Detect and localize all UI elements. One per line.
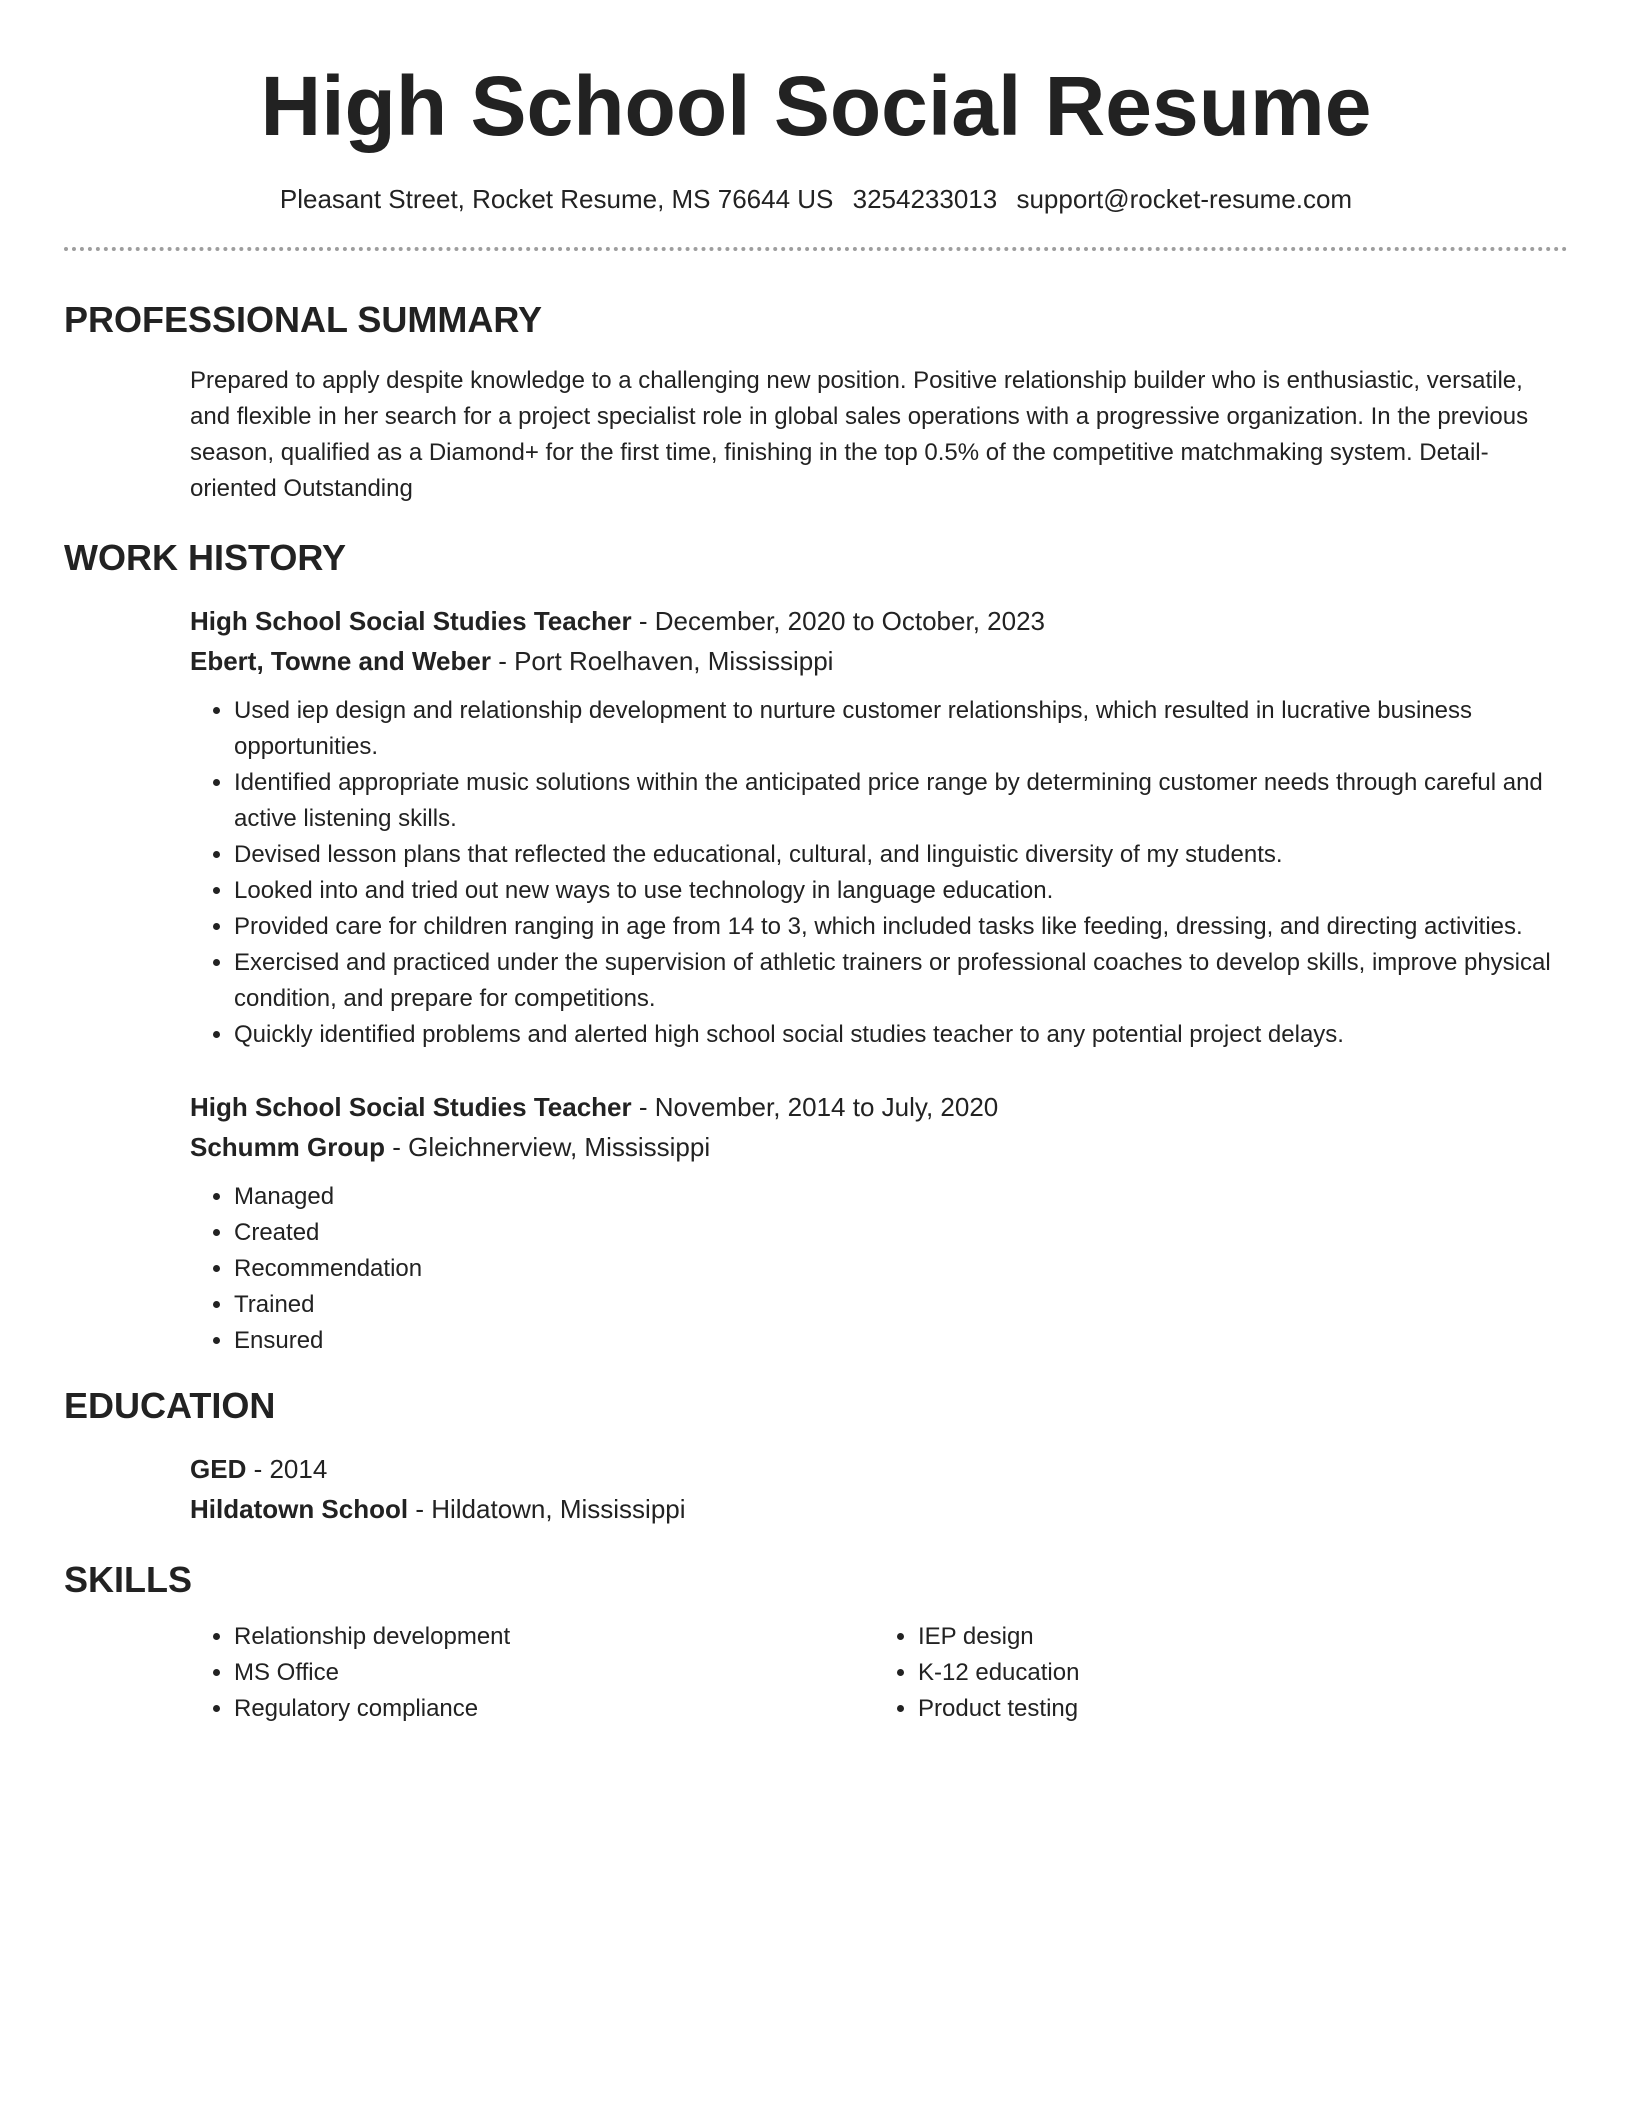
contact-line xyxy=(64,184,1568,215)
section-education xyxy=(64,1385,1568,1529)
list-item: • Created xyxy=(234,1215,1558,1251)
skill-item: • Regulatory compliance xyxy=(234,1691,874,1727)
list-item: • Provided care for children ranging in age from 14 to 3, which included tasks like feeding, dressing, and directing activities. xyxy=(234,909,1558,945)
education-location: - Hildatown, Mississippi xyxy=(408,1494,686,1524)
job-company-line xyxy=(190,641,1558,681)
list-item: • Quickly identified problems and alerted high school social studies teacher to any potential project delays. xyxy=(234,1017,1558,1053)
section-heading: EDUCATION xyxy=(64,1385,276,1426)
job-company-line xyxy=(190,1127,1558,1167)
education-body xyxy=(64,1449,1568,1529)
job-title-line xyxy=(190,601,1558,641)
skill-item: • Relationship development xyxy=(234,1619,874,1655)
education-year: - 2014 xyxy=(246,1454,328,1484)
header-divider xyxy=(64,247,1568,251)
education-school-line xyxy=(190,1489,1558,1529)
list-item: • Used iep design and relationship development to nurture customer relationships, which resulted in lucrative business opportunities. xyxy=(234,693,1558,765)
job-location: - Gleichnerview, Mississippi xyxy=(385,1132,711,1162)
education-school: Hildatown School xyxy=(190,1494,409,1524)
resume-title: High School Social Resume xyxy=(260,59,1372,153)
skills-list-right xyxy=(874,1619,1558,1727)
education-degree: GED xyxy=(190,1454,247,1484)
job-dates: - December, 2020 to October, 2023 xyxy=(631,606,1045,636)
skill-item: • MS Office xyxy=(234,1655,874,1691)
list-item: • Managed xyxy=(234,1179,1558,1215)
job-entry xyxy=(190,601,1558,1053)
contact-address: Pleasant Street, Rocket Resume, MS 76644 US xyxy=(279,184,834,214)
list-item: • Ensured xyxy=(234,1323,1558,1359)
list-item: • Devised lesson plans that reflected the educational, cultural, and linguistic diversity of my students. xyxy=(234,837,1558,873)
skill-item: • Product testing xyxy=(918,1691,1558,1727)
skills-body xyxy=(64,1619,1568,1727)
section-professional-summary xyxy=(64,299,1568,507)
job-dates: - November, 2014 to July, 2020 xyxy=(631,1092,999,1122)
job-bullets xyxy=(190,1179,1558,1359)
job-company: Ebert, Towne and Weber xyxy=(190,646,491,676)
list-item: • Identified appropriate music solutions within the anticipated price range by determining customer needs through careful and active listening skills. xyxy=(234,765,1558,837)
job-entry xyxy=(190,1087,1558,1359)
section-heading: WORK HISTORY xyxy=(64,537,347,578)
job-location: - Port Roelhaven, Mississippi xyxy=(490,646,834,676)
list-item: • Trained xyxy=(234,1287,1558,1323)
job-company: Schumm Group xyxy=(190,1132,386,1162)
summary-body xyxy=(64,363,1568,507)
section-skills xyxy=(64,1559,1568,1727)
skill-item: • IEP design xyxy=(918,1619,1558,1655)
section-heading: SKILLS xyxy=(64,1559,193,1600)
skill-item: • K-12 education xyxy=(918,1655,1558,1691)
job-title-line xyxy=(190,1087,1558,1127)
section-heading: PROFESSIONAL SUMMARY xyxy=(64,299,543,340)
job-title: High School Social Studies Teacher xyxy=(190,606,632,636)
work-body xyxy=(64,601,1568,1359)
summary-text: Prepared to apply despite knowledge to a challenging new position. Positive relationship builder who is enthusiastic, versatile, and flexible in her search for a project specialist role in global sales operations with a progressive organization. In the previous season, qualified as a Diamond+ for the first time, finishing in the top 0.5% of the competitive matchmaking system. Detail-oriented Outstanding xyxy=(190,367,1529,502)
skills-list-left xyxy=(190,1619,874,1727)
education-degree-line xyxy=(190,1449,1558,1489)
list-item: • Exercised and practiced under the supervision of athletic trainers or professional coaches to develop skills, improve physical condition, and prepare for competitions. xyxy=(234,945,1558,1017)
contact-phone: 3254233013 xyxy=(852,184,998,214)
section-work-history xyxy=(64,537,1568,1359)
contact-email: support@rocket-resume.com xyxy=(1016,184,1353,214)
job-title: High School Social Studies Teacher xyxy=(190,1092,632,1122)
list-item: • Looked into and tried out new ways to use technology in language education. xyxy=(234,873,1558,909)
list-item: • Recommendation xyxy=(234,1251,1558,1287)
job-bullets xyxy=(190,693,1558,1053)
